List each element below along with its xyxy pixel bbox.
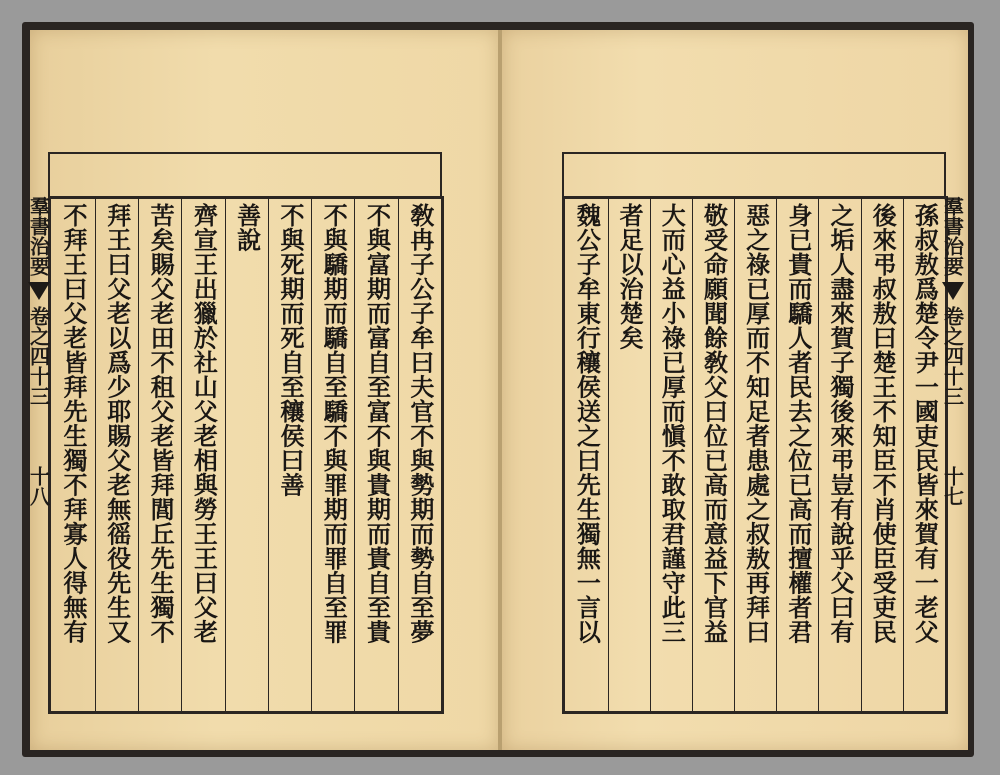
page-number: 十八 (26, 466, 51, 506)
left-center-margin (26, 196, 51, 708)
text-column: 之垢人盡來賀子獨後來弔豈有說乎父曰有 (818, 199, 860, 711)
text-column: 惡之祿已厚而不知足者患處之叔敖再拜曰 (734, 199, 776, 711)
margin-title: 羣書治要 (26, 196, 51, 276)
text-column: 孫叔敖爲楚令尹一國吏民皆來賀有一老父 (903, 199, 945, 711)
right-text-frame (562, 196, 948, 714)
right-header-band (562, 152, 946, 198)
text-column: 大而心益小祿已厚而愼不敢取君謹守此三 (650, 199, 692, 711)
left-text-frame (48, 196, 444, 714)
fish-tail-icon (942, 282, 964, 300)
text-column: 善說 (225, 199, 268, 711)
left-header-band (48, 152, 442, 198)
fish-tail-icon (28, 282, 50, 300)
text-column: 者足以治楚矣 (608, 199, 650, 711)
page-number: 十七 (940, 466, 965, 506)
margin-volume: 卷之四十三 (26, 306, 51, 406)
text-column: 不與死期而死自至穰侯曰善 (268, 199, 311, 711)
text-column: 敎冉子公子牟曰夫官不與勢期而勢自至夢 (398, 199, 441, 711)
text-column: 不拜王曰父老皆拜先生獨不拜寡人得無有 (58, 203, 88, 644)
text-column: 不與驕期而驕自至驕不與罪期而罪自至罪 (311, 199, 354, 711)
right-page (500, 30, 968, 750)
text-column: 魏公子牟東行穰侯送之曰先生獨無一言以 (572, 203, 602, 644)
text-column: 敬受命願聞餘敎父曰位已高而意益下官益 (692, 199, 734, 711)
text-column: 後來弔叔敖曰楚王不知臣不肖使臣受吏民 (861, 199, 903, 711)
margin-volume: 卷之四十三 (940, 306, 965, 406)
text-column: 拜王曰父老以爲少耶賜父老無徭役先生又 (95, 199, 138, 711)
book-spread (22, 22, 974, 757)
margin-title: 羣書治要 (940, 196, 965, 276)
text-column: 齊宣王出獵於社山父老相與勞王王曰父老 (181, 199, 224, 711)
text-column: 不與富期而富自至富不與貴期而貴自至貴 (354, 199, 397, 711)
left-page (26, 30, 500, 750)
text-column: 身已貴而驕人者民去之位已高而擅權者君 (776, 199, 818, 711)
right-center-margin (942, 196, 964, 708)
text-column: 苦矣賜父老田不租父老皆拜閭丘先生獨不 (138, 199, 181, 711)
